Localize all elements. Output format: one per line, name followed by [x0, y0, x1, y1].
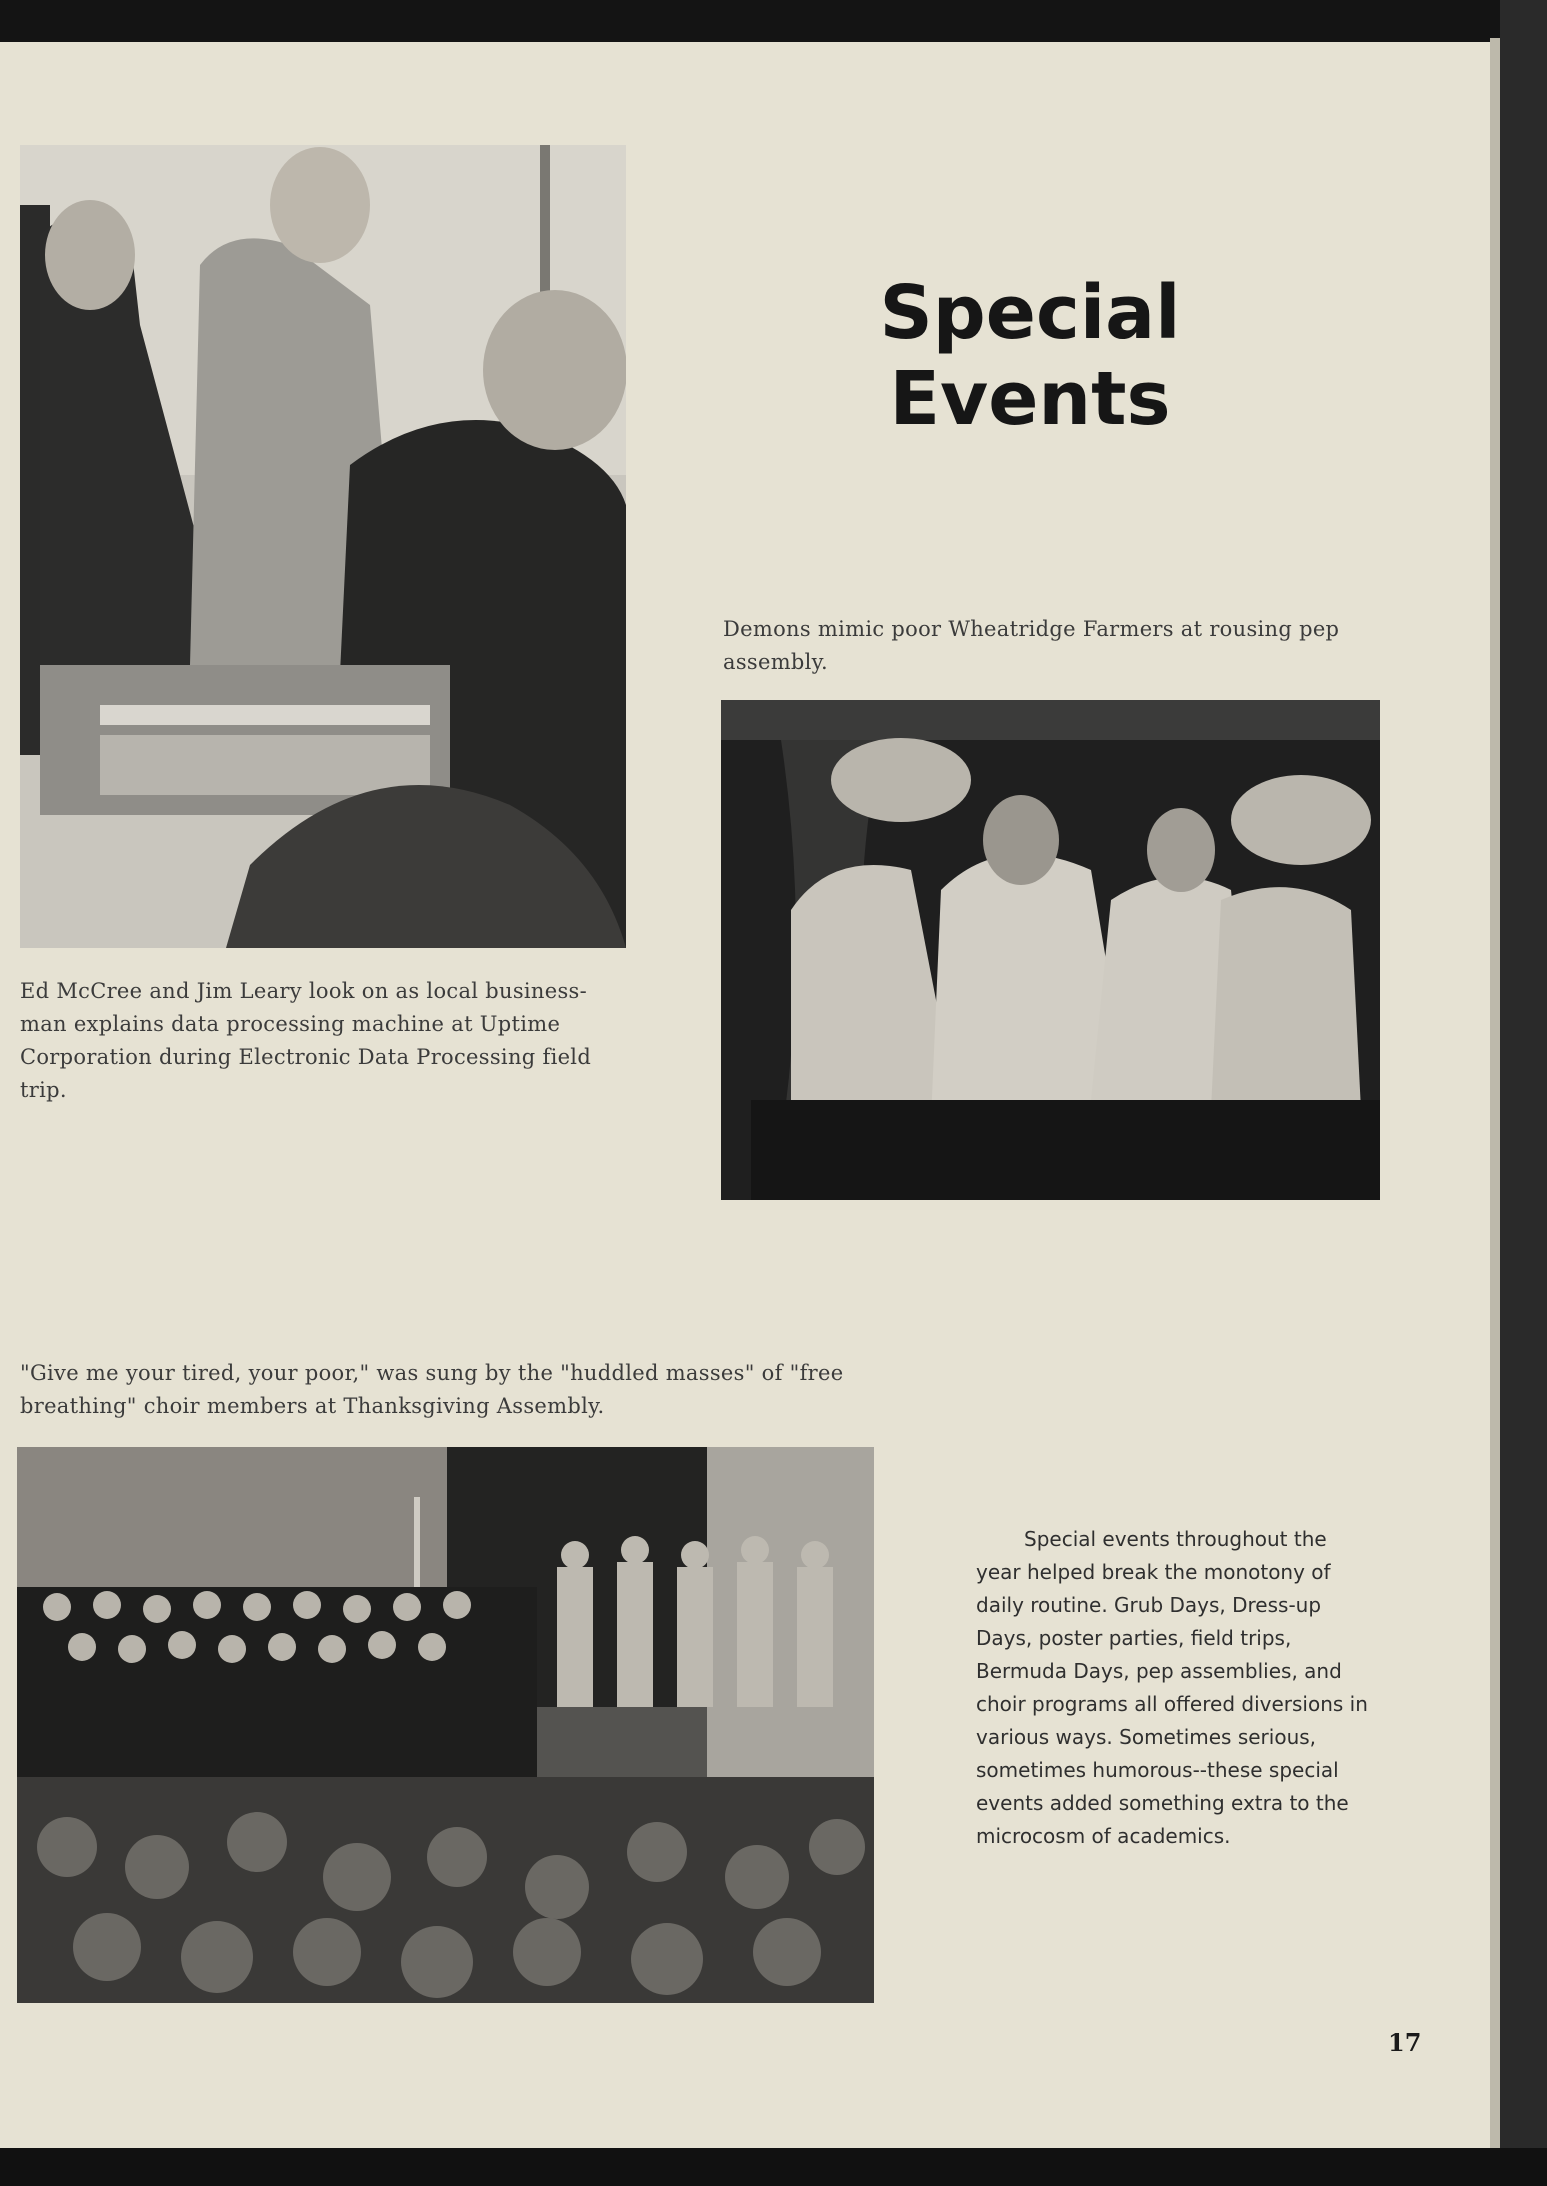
photo-data-processing: [20, 145, 626, 948]
body-paragraph: Special events throughout the year helped break the monotony of daily routine. Grub Days, Dress-up Days, poster parties, field trips, Bermuda Days, pep assemblies, and choir programs all offered diversions in various ways. Sometimes serious, sometimes humorous--these special events added something extra to the microcosm of academics.: [976, 1527, 1368, 1848]
scan-right-edge: [1500, 0, 1547, 2186]
page-title: [860, 270, 1200, 442]
page-right-edge: [1490, 38, 1500, 2148]
caption-data-processing: Ed McCree and Jim Leary look on as local business-man explains data processing machine at Uptime Corporation during Electronic Data Processing field trip.: [20, 979, 592, 1102]
photo-choir-image: [17, 1447, 874, 2003]
scan-top-edge: [0, 0, 1547, 42]
photo-pep-assembly-image: [721, 700, 1380, 1200]
scan-bottom-edge: [0, 2148, 1547, 2186]
photo-data-processing-image: [20, 145, 626, 948]
caption-pep-assembly: Demons mimic poor Wheatridge Farmers at rousing pep assembly.: [723, 617, 1340, 674]
page-number: 17: [1388, 2028, 1422, 2057]
page-title-line-2: Events: [889, 356, 1171, 442]
photo-choir: [17, 1447, 874, 2003]
caption-choir: "Give me your tired, your poor," was sung by the "huddled masses" of "free breathing" choir members at Thanksgiving Assembly.: [20, 1361, 844, 1418]
photo-pep-assembly: [721, 700, 1380, 1200]
page-title-line-1: Special: [879, 270, 1181, 356]
